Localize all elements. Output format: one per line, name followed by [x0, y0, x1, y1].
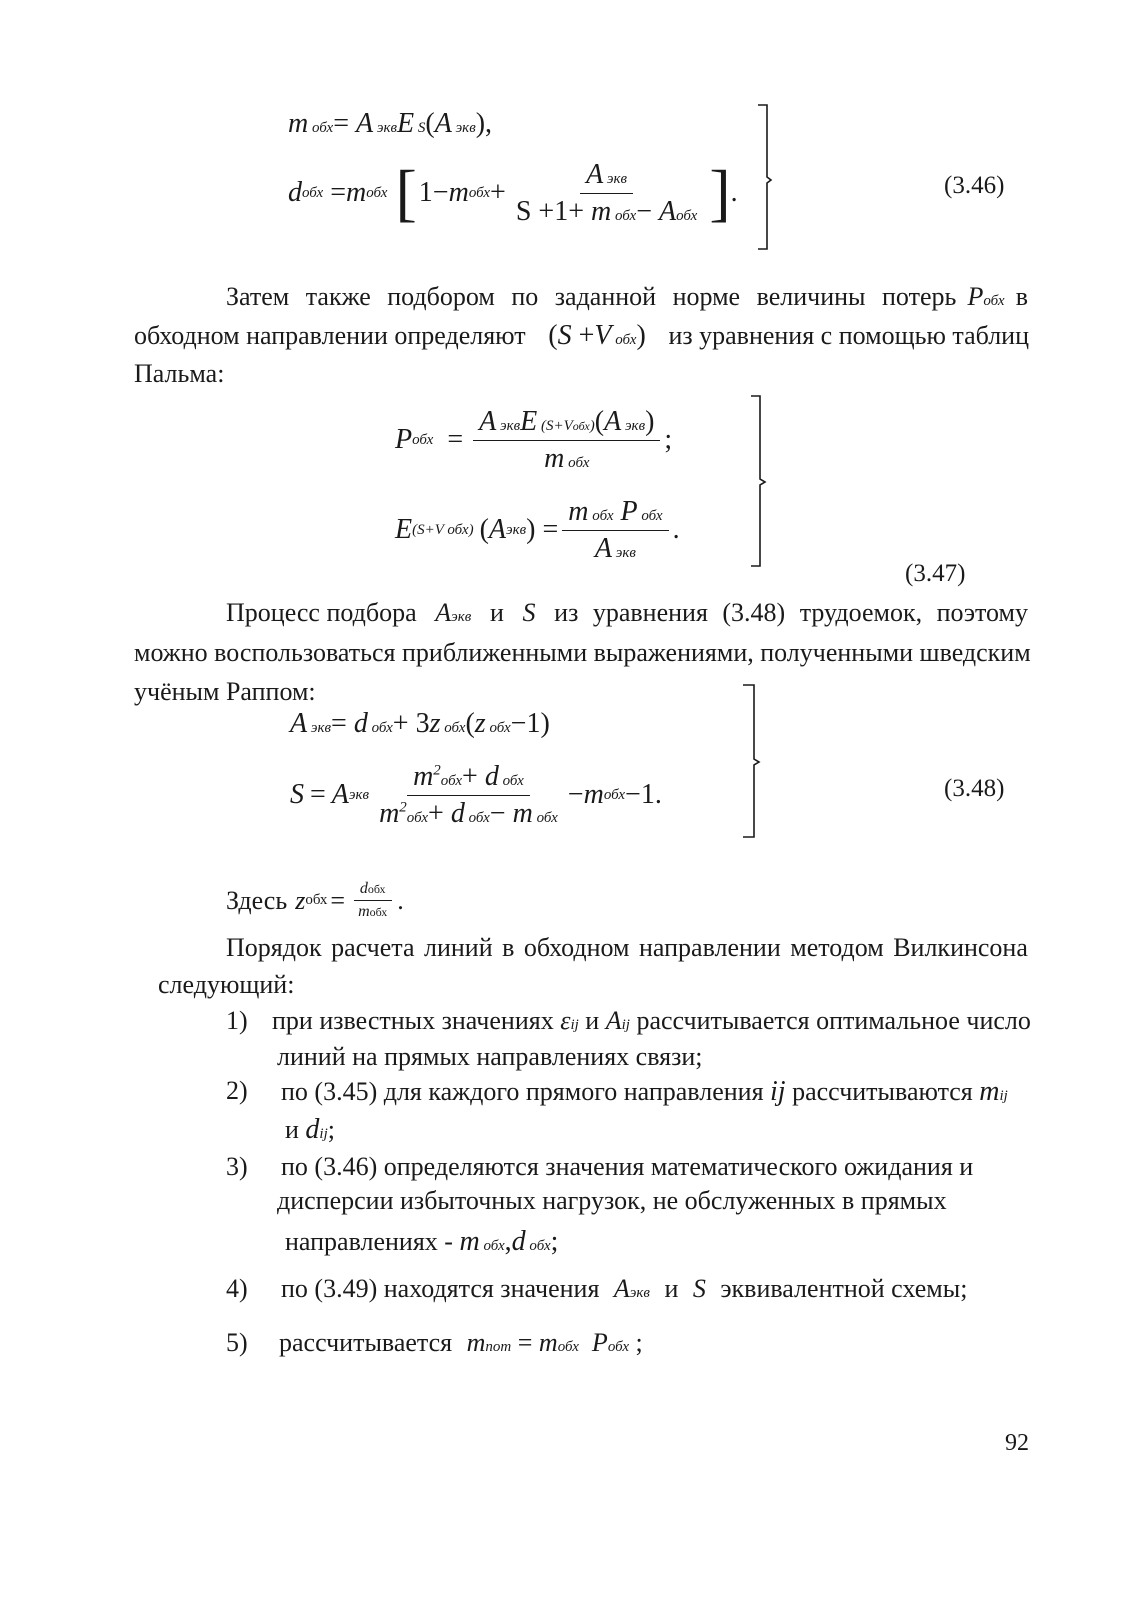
eq-3-47-line2: E (S+V обх) ( A экв ) = $\frac{\text{m обх P обх}}{\text{A экв}}$ .	[395, 495, 680, 564]
list-item-2-text-c: и	[285, 1115, 299, 1144]
list-item-4-text-c: эквивалентной схемы;	[720, 1274, 968, 1303]
d-ij-symbol: dij	[305, 1114, 328, 1145]
list-item-2-line2: и dij;	[285, 1114, 335, 1145]
list-item-3-number: 3)	[226, 1152, 248, 1181]
para2-line2: можно воспользоваться приближенными выражениями, полученными шведским	[134, 638, 1031, 667]
para1-text-a: Затем также подбором по заданной норме величины потерь	[226, 282, 957, 311]
a-ekv-symbol: Aэкв	[435, 598, 472, 627]
para2-text-b: и	[489, 598, 504, 627]
list-item-1-line1	[272, 1006, 1031, 1036]
list-item-1-number: 1)	[226, 1006, 248, 1035]
ij-symbol: ij	[770, 1076, 786, 1107]
list-item-2-text-b: рассчитываются	[792, 1077, 973, 1106]
eq-3-48-line1: A экв= d обх+ 3z обх(z обх−1)	[290, 708, 550, 739]
para1-line3: Пальма:	[134, 359, 225, 388]
para3-line1: Порядок расчета линий в обходном направлении методом Вилкинсона	[226, 933, 1028, 962]
para2-text-c: из уравнения (3.48) трудоемок, поэтому	[554, 598, 1028, 627]
a-ekv-symbol-2: Aэкв	[613, 1274, 650, 1303]
para3-line2: следующий:	[158, 970, 295, 999]
list-item-2-line1	[281, 1076, 1008, 1108]
list-item-1-text-b: и	[585, 1006, 600, 1035]
list-item-3-line2: дисперсии избыточных нагрузок, не обслуженных в прямых	[277, 1186, 947, 1215]
list-item-4-text-a: по (3.49) находятся значения	[281, 1274, 600, 1303]
here-label: Здесь	[226, 885, 288, 915]
list-item-1-line2: линий на прямых направлениях связи;	[277, 1042, 703, 1071]
list-item-2-text-a: по (3.45) для каждого прямого направления	[281, 1077, 764, 1106]
m-ij-symbol: mij	[979, 1076, 1008, 1107]
eq-3-47-line1: P обх = $\frac{\text{A эквE (S+Vобх)(A экв)}}{\text{m обх}}$ ;	[395, 405, 673, 474]
list-item-4-number: 4)	[226, 1274, 248, 1303]
para2-line3: учёным Раппом:	[134, 677, 316, 706]
eq-3-46-line1: m обх= A эквE S(A экв),	[288, 108, 493, 139]
list-item-1-text-c: рассчитывается оптимальное число	[636, 1006, 1031, 1035]
para1-line2	[134, 320, 1029, 352]
s-symbol-2: S	[692, 1274, 706, 1303]
here-line	[226, 880, 404, 921]
eq-3-48-line2: S = A экв $\frac{m^2обх+ d обх}{m^2обх+ d обх- m обх}$ − m обх −1.	[290, 760, 662, 829]
para1-text-b: в	[1015, 282, 1028, 311]
list-item-2-number: 2)	[226, 1076, 248, 1105]
s-symbol: S	[522, 598, 536, 627]
list-item-3-text-c: направлениях -	[285, 1227, 453, 1256]
para1-text-c: обходном направлении определяют	[134, 321, 526, 350]
eq-3-46-line2: d обх = m обх [ 1− m обх + $\frac{\text{A экв}}{\text{S +1+ m обх− Aобх}}$ ] .	[288, 157, 738, 228]
epsilon-ij-symbol: εij	[560, 1006, 579, 1035]
list-item-5-text-a: рассчитывается	[279, 1328, 453, 1357]
para1-text-d: из уравнения с помощью таблиц	[668, 321, 1029, 350]
a-ij-symbol: Aij	[605, 1006, 630, 1035]
m-pot-formula: mпот = mобх Pобх ;	[466, 1328, 643, 1357]
m-d-obh-symbols: m обх,d обх;	[459, 1226, 559, 1257]
s-plus-v-symbol: (S +V обх)	[548, 320, 646, 351]
list-item-5-line1	[279, 1328, 643, 1358]
p-obh-symbol: Pобх	[967, 282, 1005, 311]
page-number: 92	[1005, 1430, 1029, 1456]
para1-line1	[226, 282, 1028, 312]
list-item-3-line1: по (3.46) определяются значения математического ожидания и	[281, 1152, 974, 1181]
eq-3-48-number: (3.48)	[944, 775, 1005, 802]
list-item-4-text-b: и	[664, 1274, 679, 1303]
eq-3-46-number: (3.46)	[944, 172, 1005, 199]
eq-3-47-number: (3.47)	[905, 560, 966, 587]
list-item-5-number: 5)	[226, 1328, 248, 1357]
list-item-4-line1	[281, 1274, 967, 1304]
z-obh-formula: z обх = $\frac{\text{dобх}}{\text{mобх}}$ .	[295, 880, 404, 920]
para2-text-a: Процесс подбора	[226, 598, 417, 627]
para2-line1	[226, 598, 1028, 628]
list-item-3-line3	[285, 1226, 558, 1258]
list-item-1-text-a: при известных значениях	[272, 1006, 554, 1035]
